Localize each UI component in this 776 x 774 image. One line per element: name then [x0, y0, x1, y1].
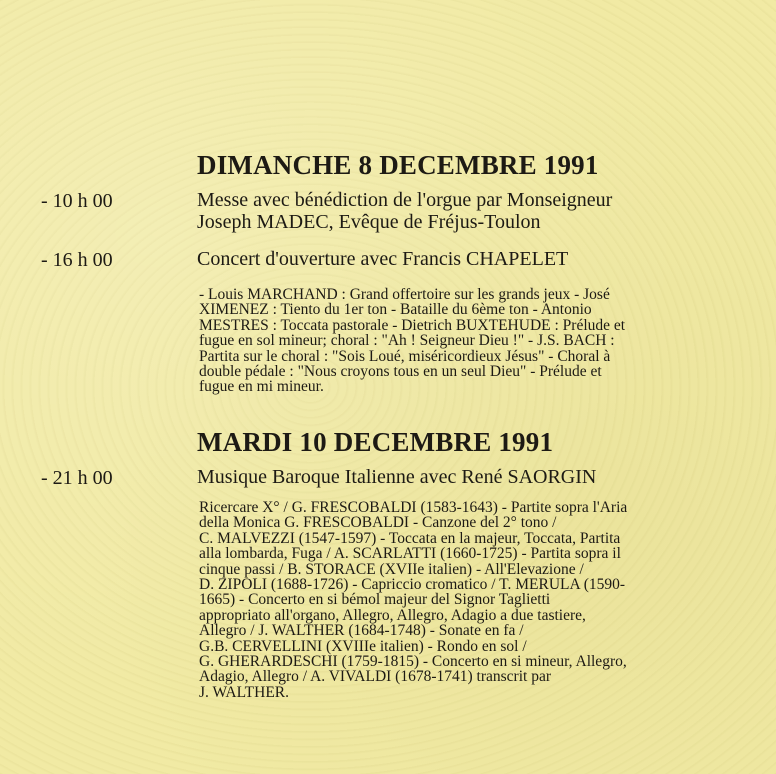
program-line: cinque passi / B. STORACE (XVIIe italien) - All'Elevazione /	[199, 560, 584, 578]
event-line: Musique Baroque Italienne avec René SAORGIN	[197, 466, 597, 488]
event-time: - 21 h 00	[41, 467, 113, 489]
program-line: D. ZIPOLI (1688-1726) - Capriccio cromatico / T. MERULA (1590-	[199, 576, 626, 594]
program-line: fugue en mi mineur.	[199, 378, 324, 396]
program-line: XIMENEZ : Tiento du 1er ton - Bataille du 6ème ton - Antonio	[199, 301, 592, 319]
event-time: - 10 h 00	[41, 190, 113, 212]
event-line: Joseph MADEC, Evêque de Fréjus-Toulon	[197, 211, 541, 233]
program-listing	[199, 287, 759, 395]
day-title-mardi: MARDI 10 DECEMBRE 1991	[197, 427, 554, 457]
program-line: Allegro / J. WALTHER (1684-1748) - Sonate en fa /	[199, 622, 524, 640]
program-line: appropriato all'organo, Allegro, Allegro, Adagio a due tastiere,	[199, 606, 586, 624]
program-line: Partita sur le choral : "Sois Loué, miséricordieux Jésus" - Choral à	[199, 347, 611, 365]
day-title-dimanche: DIMANCHE 8 DECEMBRE 1991	[197, 150, 599, 180]
event-description	[197, 466, 757, 488]
program-line: double pédale : "Nous croyons tous en un seul Dieu" - Prélude et	[199, 363, 602, 381]
event-description	[197, 189, 757, 233]
event-time: - 16 h 00	[41, 249, 113, 271]
program-line: fugue en sol mineur; choral : "Ah ! Seigneur Dieu !" - J.S. BACH :	[199, 332, 615, 350]
program-line: G.B. CERVELLINI (XVIIIe italien) - Rondo en sol /	[199, 637, 527, 655]
event-line: Concert d'ouverture avec Francis CHAPELET	[197, 248, 569, 270]
program-line: Adagio, Allegro / A. VIVALDI (1678-1741) transcrit par	[199, 668, 551, 686]
program-line: Ricercare X° / G. FRESCOBALDI (1583-1643) - Partite sopra l'Aria	[199, 499, 628, 516]
program-line: alla lombarda, Fuga / A. SCARLATTI (1660-1725) - Partita sopra il	[199, 545, 621, 563]
program-line: - Louis MARCHAND : Grand offertoire sur les grands jeux - José	[199, 286, 610, 303]
program-listing	[199, 500, 759, 700]
program-line: G. GHERARDESCHI (1759-1815) - Concerto en si mineur, Allegro,	[199, 653, 627, 671]
program-line: MESTRES : Toccata pastorale - Dietrich BUXTEHUDE : Prélude et	[199, 316, 626, 334]
program-line: della Monica G. FRESCOBALDI - Canzone del 2° tono /	[199, 514, 557, 532]
program-line: 1665) - Concerto en si bémol majeur del Signor Taglietti	[199, 591, 551, 609]
event-description	[197, 248, 757, 270]
event-line: Messe avec bénédiction de l'orgue par Monseigneur	[197, 189, 613, 211]
program-line: J. WALTHER.	[199, 683, 289, 701]
program-line: C. MALVEZZI (1547-1597) - Toccata en la majeur, Toccata, Partita	[199, 529, 621, 547]
